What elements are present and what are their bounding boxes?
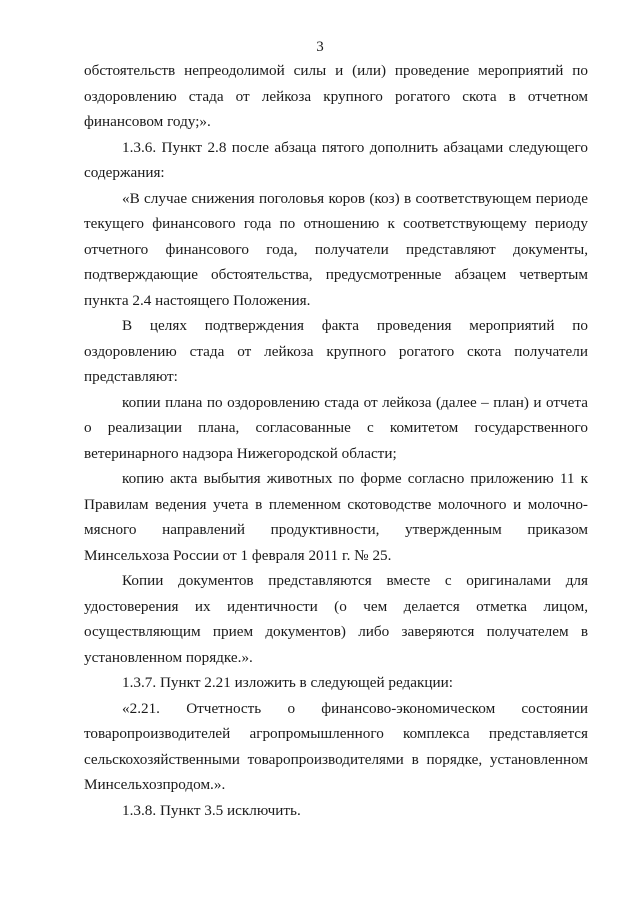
paragraph-leukosis-confirmation: В целях подтверждения факта проведения мероприятий по оздоровлению стада от лейкоза крупного рогатого скота получатели представляют: (84, 317, 588, 385)
paragraph-quote-2-21: «2.21. Отчетность о финансово-экономическом состоянии товаропроизводителей агропромышленного комплекса представляется сельскохозяйственными товаропроизводителями в порядке, установленном Минсельхозпродом.». (84, 699, 588, 793)
paragraph-item-1-3-6: 1.3.6. Пункт 2.8 после абзаца пятого дополнить абзацами следующего содержания: (84, 138, 588, 181)
paragraph-plan-copies: копии плана по оздоровлению стада от лейкоза (далее – план) и отчета о реализации плана, согласованные с комитетом государственного ветеринарного надзора Нижегородской области; (84, 393, 588, 462)
paragraph-item-1-3-7: 1.3.7. Пункт 2.21 изложить в следующей редакции: (122, 674, 453, 691)
paragraph-quote-herd-reduction: «В случае снижения поголовья коров (коз) в соответствующем периоде текущего финансового года по отношению к соответствующему периоду отчетного финансового года, получатели представляют документы, подтверждающие обстоятельства, предусмотренные абзацем четвертым пункта 2.4 настоящего Положения. (84, 189, 588, 309)
paragraph-continuation: обстоятельств непреодолимой силы и (или) проведение мероприятий по оздоровлению стада от лейкоза крупного рогатого скота в отчетном финансовом году;». (84, 62, 588, 130)
page-number: 3 (316, 39, 324, 55)
document-body (84, 58, 588, 823)
paragraph-item-1-3-8: 1.3.8. Пункт 3.5 исключить. (122, 801, 301, 819)
paragraph-document-copies: Копии документов представляются вместе с оригиналами для удостоверения их идентичности (о чем делается отметка лицом, осуществляющим прием документов) либо заверяются получателем в установленном порядке.». (84, 572, 588, 666)
paragraph-disposal-act: копию акта выбытия животных по форме согласно приложению 11 к Правилам ведения учета в племенном скотоводстве молочного и молочно-мясного направлений продуктивности, утвержденным приказом Минсельхоза России от 1 февраля 2011 г. № 25. (84, 470, 588, 564)
